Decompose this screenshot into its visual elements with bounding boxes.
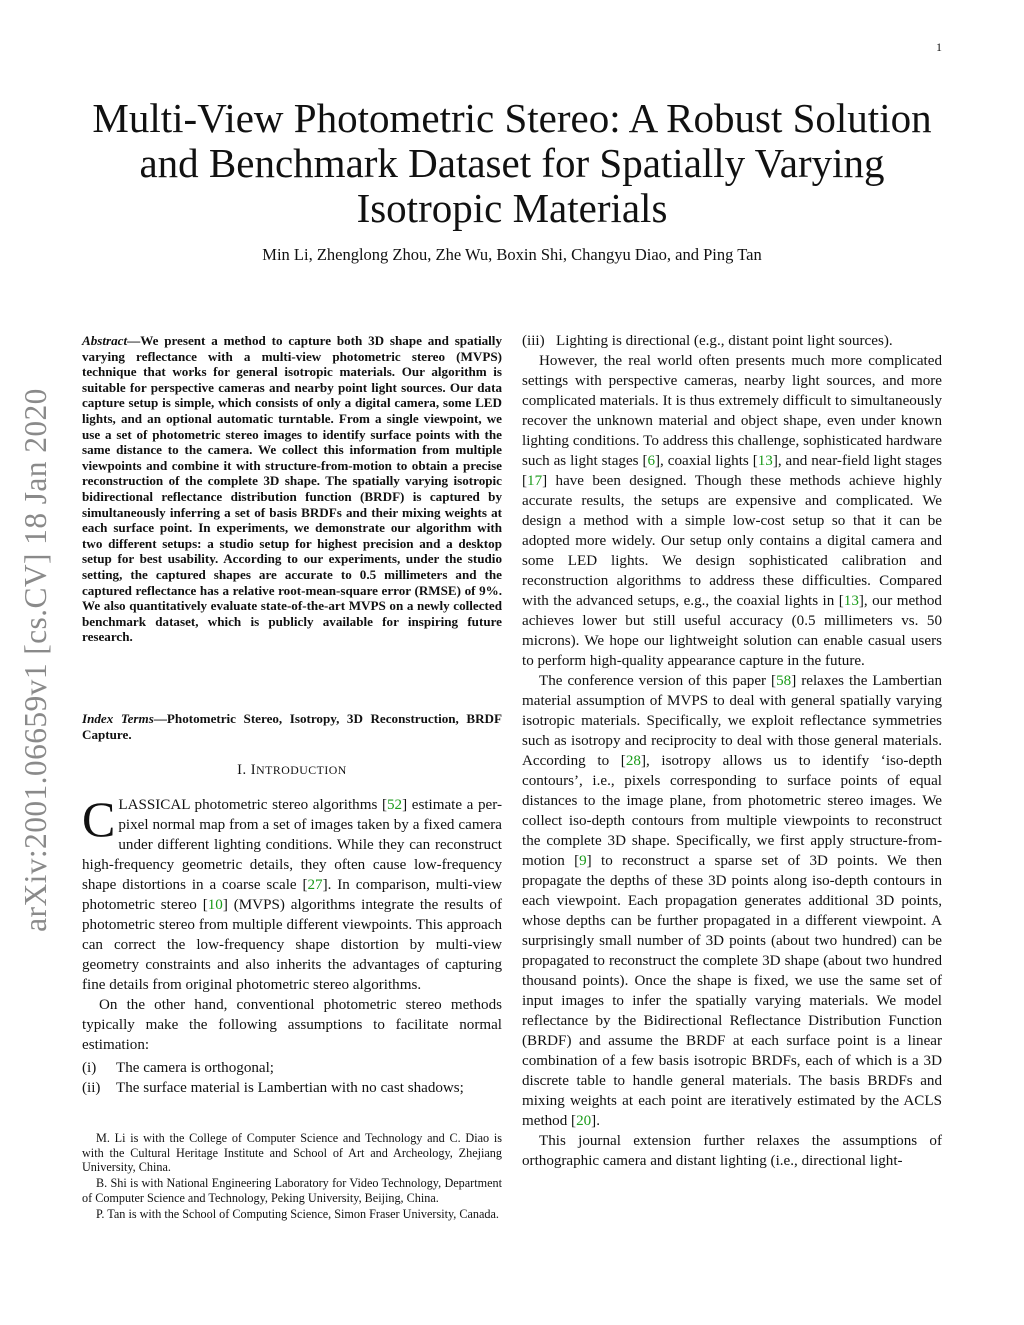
list-item	[82, 1058, 502, 1078]
footnote: P. Tan is with the School of Computing Science, Simon Fraser University, Canada.	[96, 1206, 499, 1221]
list-item-label: (ii)	[82, 1080, 101, 1096]
citation-link[interactable]: 13	[757, 453, 773, 469]
list-item-text: The surface material is Lambertian with no cast shadows;	[116, 1080, 464, 1096]
footnote: B. Shi is with National Engineering Laboratory for Video Technology, Department of Computer Science and Technology, Peking University, Beijing, China.	[82, 1176, 502, 1205]
intro-paragraph-1	[82, 791, 503, 995]
body-text: ] to reconstruct a sparse set of 3D points. We then propagate the depths of these 3D points along iso-depth contours in each viewpoint. Each propagation generates additional 3D points, whose depths can be further propagated in a different viewpoint. A surprisingly small number of 3D points (about two hundred) can be propagated to reconstruct the complete 3D shape (about two hundred thousand points). Once the shape is fixed, we use the same set of input images to infer the spatially varying materials. We model reflectance by the Bidirectional Reflectance Distribution Function (BRDF) and assume the BRDF at each surface point is a linear combination of a few basis isotropic BRDFs, each of which is a 3D discrete table to handle general materials. The basis BRDFs and mixing weights at each point are iteratively estimated by the ACLS method [	[522, 853, 942, 1129]
abstract	[82, 333, 502, 645]
list-item-text: Lighting is directional (e.g., distant point light sources).	[556, 333, 893, 349]
paper-title	[60, 96, 964, 231]
abstract-label: Abstract	[82, 333, 128, 348]
abstract-text: —We present a method to capture both 3D shape and spatially varying reflectance with a multi-view photometric stereo (MVPS) technique that works for general isotropic materials. Our algorithm is suitable for perspective cameras and nearby point light sources. Our data capture setup is simple, which consists of only a digital camera, some LED lights, and an optional automatic turntable. From a single viewpoint, we use a set of photometric stereo images to identify surface points with the same distance to the camera. We collect this information from multiple viewpoints and combine it with structure-from-motion to obtain a precise reconstruction of the complete 3D shape. The spatially varying isotropic bidirectional reflectance distribution function (BRDF) is captured by simultaneously inferring a set of basis BRDFs and their mixing weights at each surface point. In experiments, we demonstrate our algorithm with two different setups: a studio setup for highest precision and a desktop setup for best usability. According to our experiments, under the studio setting, the captured shapes are accurate to 0.5 millimeters and the captured reflectance has a relative root-mean-square error (RMSE) of 9%. We also quantitatively evaluate state-of-the-art MVPS on a newly collected benchmark dataset, which is publicly available for inspiring future research.	[82, 333, 502, 645]
arxiv-id-text: arXiv:2001.06659v1 [cs.CV] 18 Jan 2020	[18, 388, 53, 932]
list-item	[82, 1078, 502, 1098]
list-item-text: The camera is orthogonal;	[116, 1060, 275, 1076]
body-text: The conference version of this paper [	[539, 673, 777, 689]
citation-link[interactable]: 28	[625, 753, 641, 769]
introduction-left-column	[82, 791, 503, 1098]
intro-text: ]. In comparison, multi-view photometric stereo [	[82, 877, 503, 913]
author-list: Min Li, Zhenglong Zhou, Zhe Wu, Boxin Shi, Changyu Diao, and Ping Tan	[262, 245, 762, 264]
assumption-list	[82, 1058, 502, 1098]
body-text: However, the real world often presents much more complicated settings with perspective cameras, nearby light sources, and more complicated materials. It is thus extremely difficult to simultaneously recover the unknown material and object shape, even under known lighting conditions. To address this challenge, sophisticated hardware such as light stages [	[522, 353, 942, 469]
citation-link[interactable]: 13	[843, 593, 859, 609]
right-paragraph-2	[522, 671, 942, 1131]
citation-link[interactable]: 52	[387, 797, 403, 813]
drop-cap: C	[82, 791, 116, 847]
right-paragraph-1	[522, 351, 942, 671]
citation-link[interactable]: 27	[307, 877, 323, 893]
citation-link[interactable]: 9	[579, 853, 587, 869]
title-line-2: and Benchmark Dataset for Spatially Varying	[139, 140, 885, 186]
right-paragraph-3: This journal extension further relaxes the assumptions of orthographic camera and distant lighting (i.e., directional light-	[522, 1133, 942, 1169]
title-line-3: Isotropic Materials	[356, 185, 668, 231]
index-terms	[82, 711, 502, 742]
intro-text: ] estimate a per-pixel normal map from a set of images taken by a fixed camera under different lighting conditions. While they can reconstruct high-frequency geometric details, they often cause low-frequency shape distortions in a coarse scale [	[82, 797, 502, 893]
footnote: M. Li is with the College of Computer Science and Technology and C. Diao is with the Cultural Heritage Institute and School of Art and Archeology, Zhejiang University, China.	[82, 1131, 502, 1175]
intro-paragraph-2: On the other hand, conventional photometric stereo methods typically make the following assumptions to facilitate normal estimation:	[82, 997, 502, 1053]
title-line-1: Multi-View Photometric Stereo: A Robust Solution	[92, 95, 932, 141]
citation-link[interactable]: 58	[776, 673, 792, 689]
list-item	[522, 331, 942, 351]
body-text: ], and near-field light stages [	[522, 453, 942, 489]
section-number: I.	[237, 762, 251, 778]
body-text: ], our method achieves lower but still useful accuracy (0.5 millimeters vs. 50 microns). We hope our lightweight solution can enable casual users to perform high-quality appearance capture in the future.	[522, 593, 942, 669]
index-terms-label: Index Terms	[82, 711, 154, 726]
citation-link[interactable]: 10	[207, 897, 223, 913]
right-column	[522, 331, 942, 1171]
body-text: ] relaxes the Lambertian material assumption of MVPS to deal with general spatially varying isotropic materials. Specifically, we exploit reflectance symmetries such as isotropy and reciprocity to deal with those general materials. According to [	[522, 673, 942, 769]
list-item-label: (iii)	[522, 333, 545, 349]
section-title-rest: NTRODUCTION	[256, 763, 347, 777]
index-terms-text: —Photometric Stereo, Isotropy, 3D Reconstruction, BRDF Capture.	[82, 711, 503, 742]
citation-link[interactable]: 20	[576, 1113, 592, 1129]
body-text: ].	[591, 1113, 600, 1129]
citation-link[interactable]: 6	[647, 453, 656, 469]
arxiv-identifier-stamp	[16, 355, 56, 965]
body-text: ], isotropy allows us to identify ‘iso-depth contours’, i.e., pixels corresponding to surface points of equal distances to the image plane, from photometric stereo images. We collect iso-depth contours from multiple viewpoints to reconstruct the complete 3D shape. Specifically, we first apply structure-from-motion [	[522, 753, 942, 869]
body-text: ] have been designed. Though these methods achieve highly accurate results, the setups are expensive and complicated. We design a method with a simple low-cost setup so that it can be adopted more widely. Our setup only contains a digital camera and some LED lights. We design sophisticated calibration and reconstruction algorithms to address these difficulties. Compared with the advanced setups, e.g., the coaxial lights in [	[522, 473, 942, 609]
section-heading-introduction	[82, 762, 502, 779]
intro-text: ] (MVPS) algorithms integrate the results of photometric stereo from multiple different viewpoints. This approach can correct the low-frequency shape distortion by multi-view geometry constraints and also inherits the advantages of capturing fine details from original photometric stereo algorithms.	[82, 897, 502, 993]
body-text: ], coaxial lights [	[655, 453, 758, 469]
page-number: 1	[936, 40, 942, 54]
list-item-label: (i)	[82, 1060, 97, 1076]
citation-link[interactable]: 17	[527, 473, 543, 489]
intro-text: LASSICAL photometric stereo algorithms [	[118, 797, 387, 813]
section-title-initial: I	[250, 762, 257, 778]
affiliation-footnotes	[82, 1131, 502, 1223]
